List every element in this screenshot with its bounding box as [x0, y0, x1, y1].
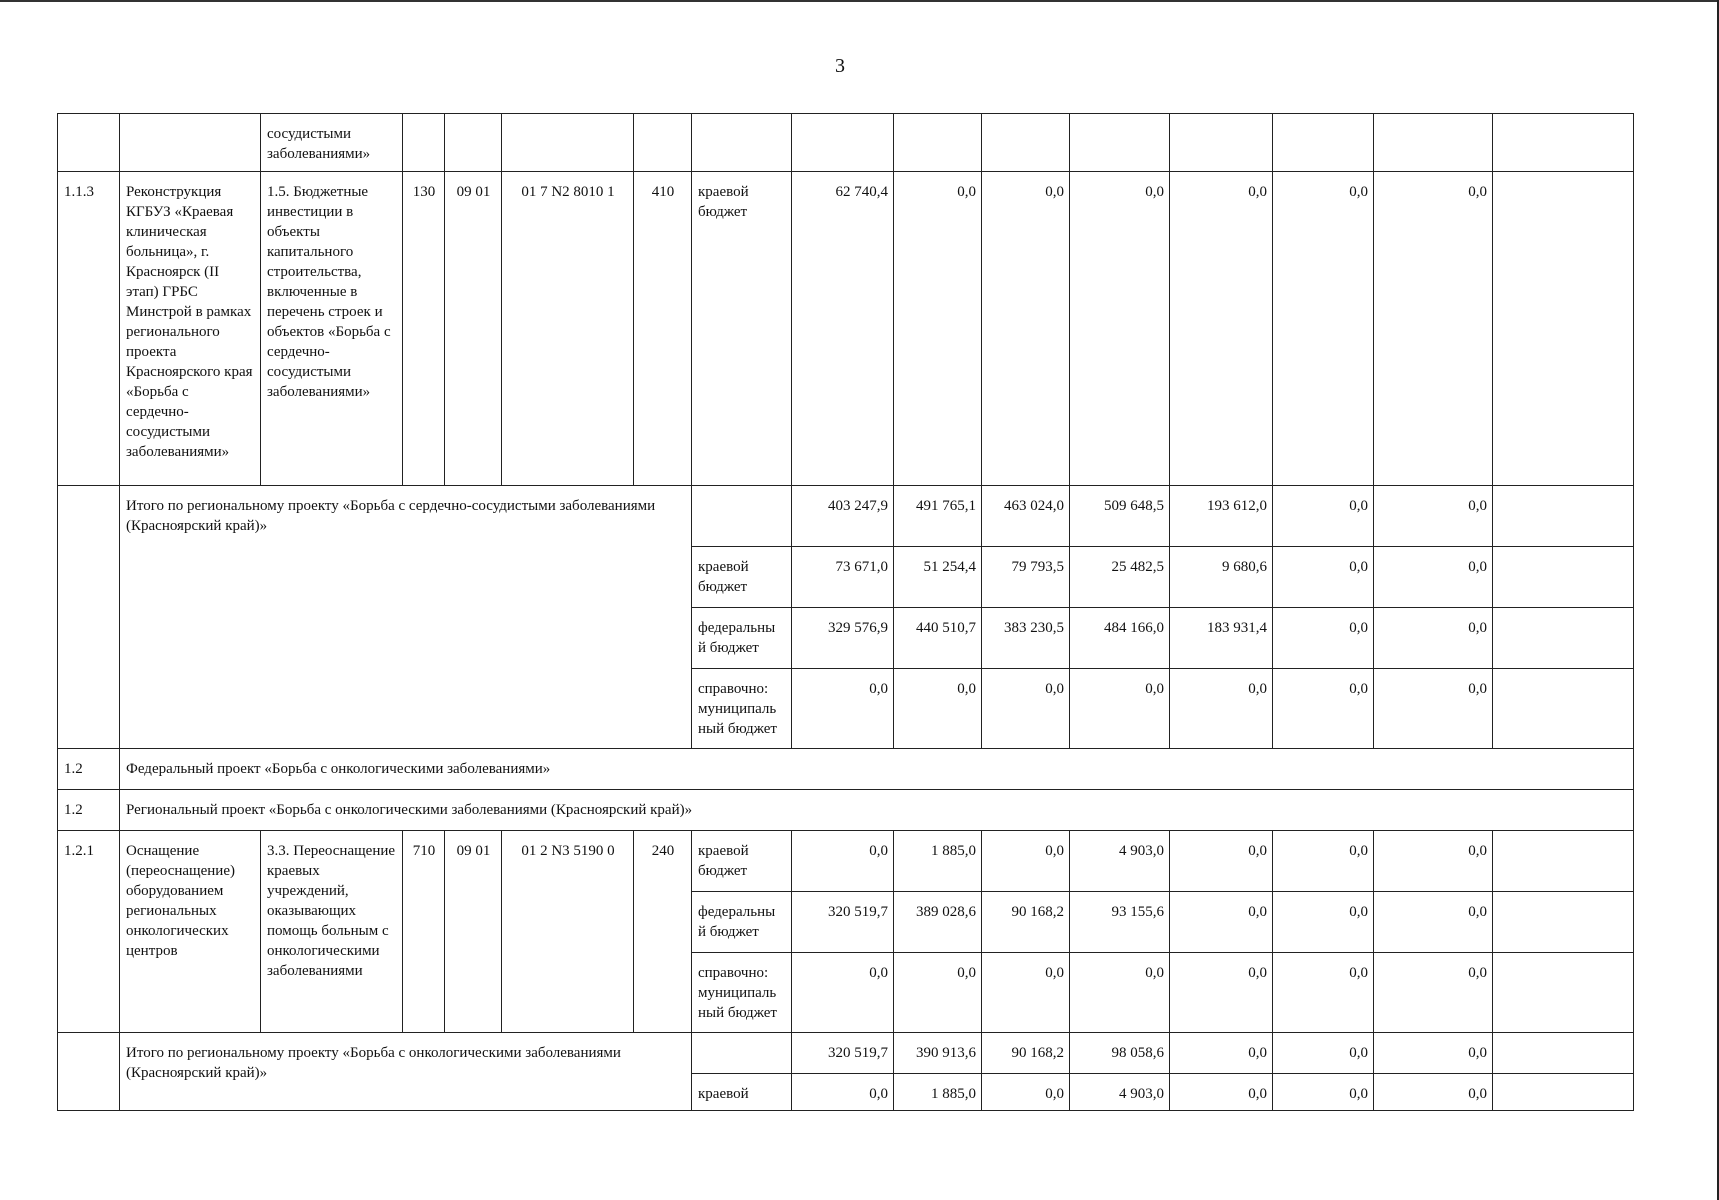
table-row-1-2-1 [58, 831, 1634, 892]
table-row-regional-project [58, 790, 1634, 831]
funding-source: краевой бюджет [692, 831, 792, 892]
value-cell: 0,0 [1170, 1074, 1273, 1111]
value-cell: 0,0 [1374, 547, 1493, 608]
value-cell: 0,0 [982, 669, 1070, 749]
value-cell: 0,0 [1273, 486, 1374, 547]
funding-source: краевой [692, 1074, 792, 1111]
cell-empty [1493, 892, 1634, 953]
cell-empty [403, 114, 445, 172]
value-cell: 1 885,0 [894, 1074, 982, 1111]
value-cell: 0,0 [1374, 486, 1493, 547]
value-cell: 0,0 [1273, 953, 1374, 1033]
value-cell: 1 885,0 [894, 831, 982, 892]
total-label: Итого по региональному проекту «Борьба с онкологическими заболеваниями (Красноярский край)» [120, 1033, 692, 1111]
regional-project-title: Региональный проект «Борьба с онкологическими заболеваниями (Красноярский край)» [120, 790, 1634, 831]
row-number: 1.2 [58, 749, 120, 790]
value-cell: 0,0 [792, 953, 894, 1033]
cell-empty [1493, 114, 1634, 172]
page-top-border [0, 0, 1719, 2]
vr-code: 240 [634, 831, 692, 1033]
cell-empty [1273, 114, 1374, 172]
value-cell: 90 168,2 [982, 892, 1070, 953]
grbs-code: 130 [403, 172, 445, 486]
value-cell: 0,0 [1170, 172, 1273, 486]
value-cell: 0,0 [1273, 608, 1374, 669]
cell-empty [792, 114, 894, 172]
measure-name: 1.5. Бюджетные инвестиции в объекты капитального строительства, включенные в перечень строек и объектов «Борьба с сердечно-сосудистыми заболеваниями» [261, 172, 403, 486]
value-cell: 0,0 [792, 831, 894, 892]
continued-measure-text: сосудистыми заболеваниями» [261, 114, 403, 172]
value-cell: 0,0 [982, 953, 1070, 1033]
funding-source: федеральны й бюджет [692, 608, 792, 669]
funding-source [692, 486, 792, 547]
budget-table [57, 113, 1634, 1111]
value-cell: 389 028,6 [894, 892, 982, 953]
grbs-code: 710 [403, 831, 445, 1033]
csr-code: 01 2 N3 5190 0 [502, 831, 634, 1033]
total-label: Итого по региональному проекту «Борьба с сердечно-сосудистыми заболеваниями (Красноярский край)» [120, 486, 692, 749]
value-cell: 0,0 [1273, 547, 1374, 608]
vr-code: 410 [634, 172, 692, 486]
cell-empty [982, 114, 1070, 172]
row-number: 1.2.1 [58, 831, 120, 1033]
funding-source: федеральны й бюджет [692, 892, 792, 953]
value-cell: 9 680,6 [1170, 547, 1273, 608]
value-cell: 390 913,6 [894, 1033, 982, 1074]
table-row-federal-project [58, 749, 1634, 790]
cell-empty [445, 114, 502, 172]
value-cell: 193 612,0 [1170, 486, 1273, 547]
table-row-total-cardio [58, 486, 1634, 547]
event-name: Оснащение (переоснащение) оборудованием региональных онкологических центров [120, 831, 261, 1033]
value-cell: 0,0 [1374, 1033, 1493, 1074]
row-number: 1.1.3 [58, 172, 120, 486]
value-cell: 0,0 [1273, 1074, 1374, 1111]
cell-empty [1493, 486, 1634, 547]
cell-empty [692, 114, 792, 172]
cell-empty [1493, 608, 1634, 669]
cell-empty [1493, 1033, 1634, 1074]
cell-empty [1493, 953, 1634, 1033]
value-cell: 0,0 [792, 669, 894, 749]
measure-name: 3.3. Переоснащение краевых учреждений, оказывающих помощь больным с онкологическими заболеваниями [261, 831, 403, 1033]
value-cell: 0,0 [1070, 172, 1170, 486]
value-cell: 93 155,6 [1070, 892, 1170, 953]
value-cell: 484 166,0 [1070, 608, 1170, 669]
value-cell: 0,0 [982, 831, 1070, 892]
value-cell: 0,0 [1374, 172, 1493, 486]
cell-empty [58, 1033, 120, 1111]
value-cell: 0,0 [1273, 892, 1374, 953]
cell-empty [1493, 1074, 1634, 1111]
value-cell: 0,0 [792, 1074, 894, 1111]
table-row-total-onco [58, 1033, 1634, 1074]
cell-empty [1070, 114, 1170, 172]
cell-empty [634, 114, 692, 172]
cell-empty [1374, 114, 1493, 172]
value-cell: 0,0 [982, 172, 1070, 486]
value-cell: 0,0 [1374, 892, 1493, 953]
value-cell: 440 510,7 [894, 608, 982, 669]
value-cell: 4 903,0 [1070, 831, 1170, 892]
table-row-1-1-3 [58, 172, 1634, 486]
value-cell: 320 519,7 [792, 892, 894, 953]
value-cell: 0,0 [1170, 1033, 1273, 1074]
event-name: Реконструкция КГБУЗ «Краевая клиническая больница», г. Красноярск (II этап) ГРБС Минстрой в рамках регионального проекта Красноярского края «Борьба с сердечно-сосудистыми заболеваниями» [120, 172, 261, 486]
value-cell: 0,0 [1070, 669, 1170, 749]
cell-empty [502, 114, 634, 172]
funding-source: краевой бюджет [692, 547, 792, 608]
cell-empty [58, 114, 120, 172]
value-cell: 0,0 [1273, 831, 1374, 892]
cell-empty [1493, 172, 1634, 486]
value-cell: 0,0 [894, 953, 982, 1033]
cell-empty [1493, 831, 1634, 892]
cell-empty [58, 486, 120, 749]
cell-empty [1493, 669, 1634, 749]
value-cell: 0,0 [1273, 669, 1374, 749]
value-cell: 0,0 [982, 1074, 1070, 1111]
value-cell: 463 024,0 [982, 486, 1070, 547]
value-cell: 0,0 [1170, 953, 1273, 1033]
value-cell: 0,0 [1374, 953, 1493, 1033]
cell-empty [1493, 547, 1634, 608]
value-cell: 320 519,7 [792, 1033, 894, 1074]
rzpr-code: 09 01 [445, 172, 502, 486]
federal-project-title: Федеральный проект «Борьба с онкологическими заболеваниями» [120, 749, 1634, 790]
value-cell: 0,0 [894, 172, 982, 486]
value-cell: 0,0 [1070, 953, 1170, 1033]
cell-empty [1170, 114, 1273, 172]
value-cell: 73 671,0 [792, 547, 894, 608]
value-cell: 0,0 [1374, 1074, 1493, 1111]
value-cell: 509 648,5 [1070, 486, 1170, 547]
rzpr-code: 09 01 [445, 831, 502, 1033]
row-number: 1.2 [58, 790, 120, 831]
value-cell: 0,0 [1374, 831, 1493, 892]
cell-empty [120, 114, 261, 172]
value-cell: 0,0 [1170, 669, 1273, 749]
value-cell: 329 576,9 [792, 608, 894, 669]
value-cell: 79 793,5 [982, 547, 1070, 608]
cell-empty [894, 114, 982, 172]
value-cell: 62 740,4 [792, 172, 894, 486]
value-cell: 383 230,5 [982, 608, 1070, 669]
value-cell: 98 058,6 [1070, 1033, 1170, 1074]
value-cell: 90 168,2 [982, 1033, 1070, 1074]
value-cell: 403 247,9 [792, 486, 894, 547]
value-cell: 51 254,4 [894, 547, 982, 608]
value-cell: 0,0 [1170, 892, 1273, 953]
value-cell: 25 482,5 [1070, 547, 1170, 608]
funding-source: краевой бюджет [692, 172, 792, 486]
funding-source [692, 1033, 792, 1074]
value-cell: 0,0 [1374, 608, 1493, 669]
value-cell: 0,0 [1170, 831, 1273, 892]
funding-source: справочно: муниципаль ный бюджет [692, 669, 792, 749]
funding-source: справочно: муниципаль ный бюджет [692, 953, 792, 1033]
value-cell: 0,0 [1273, 1033, 1374, 1074]
value-cell: 491 765,1 [894, 486, 982, 547]
value-cell: 0,0 [894, 669, 982, 749]
page-number: 3 [835, 55, 845, 77]
csr-code: 01 7 N2 8010 1 [502, 172, 634, 486]
value-cell: 183 931,4 [1170, 608, 1273, 669]
table-row [58, 114, 1634, 172]
value-cell: 0,0 [1374, 669, 1493, 749]
value-cell: 4 903,0 [1070, 1074, 1170, 1111]
value-cell: 0,0 [1273, 172, 1374, 486]
